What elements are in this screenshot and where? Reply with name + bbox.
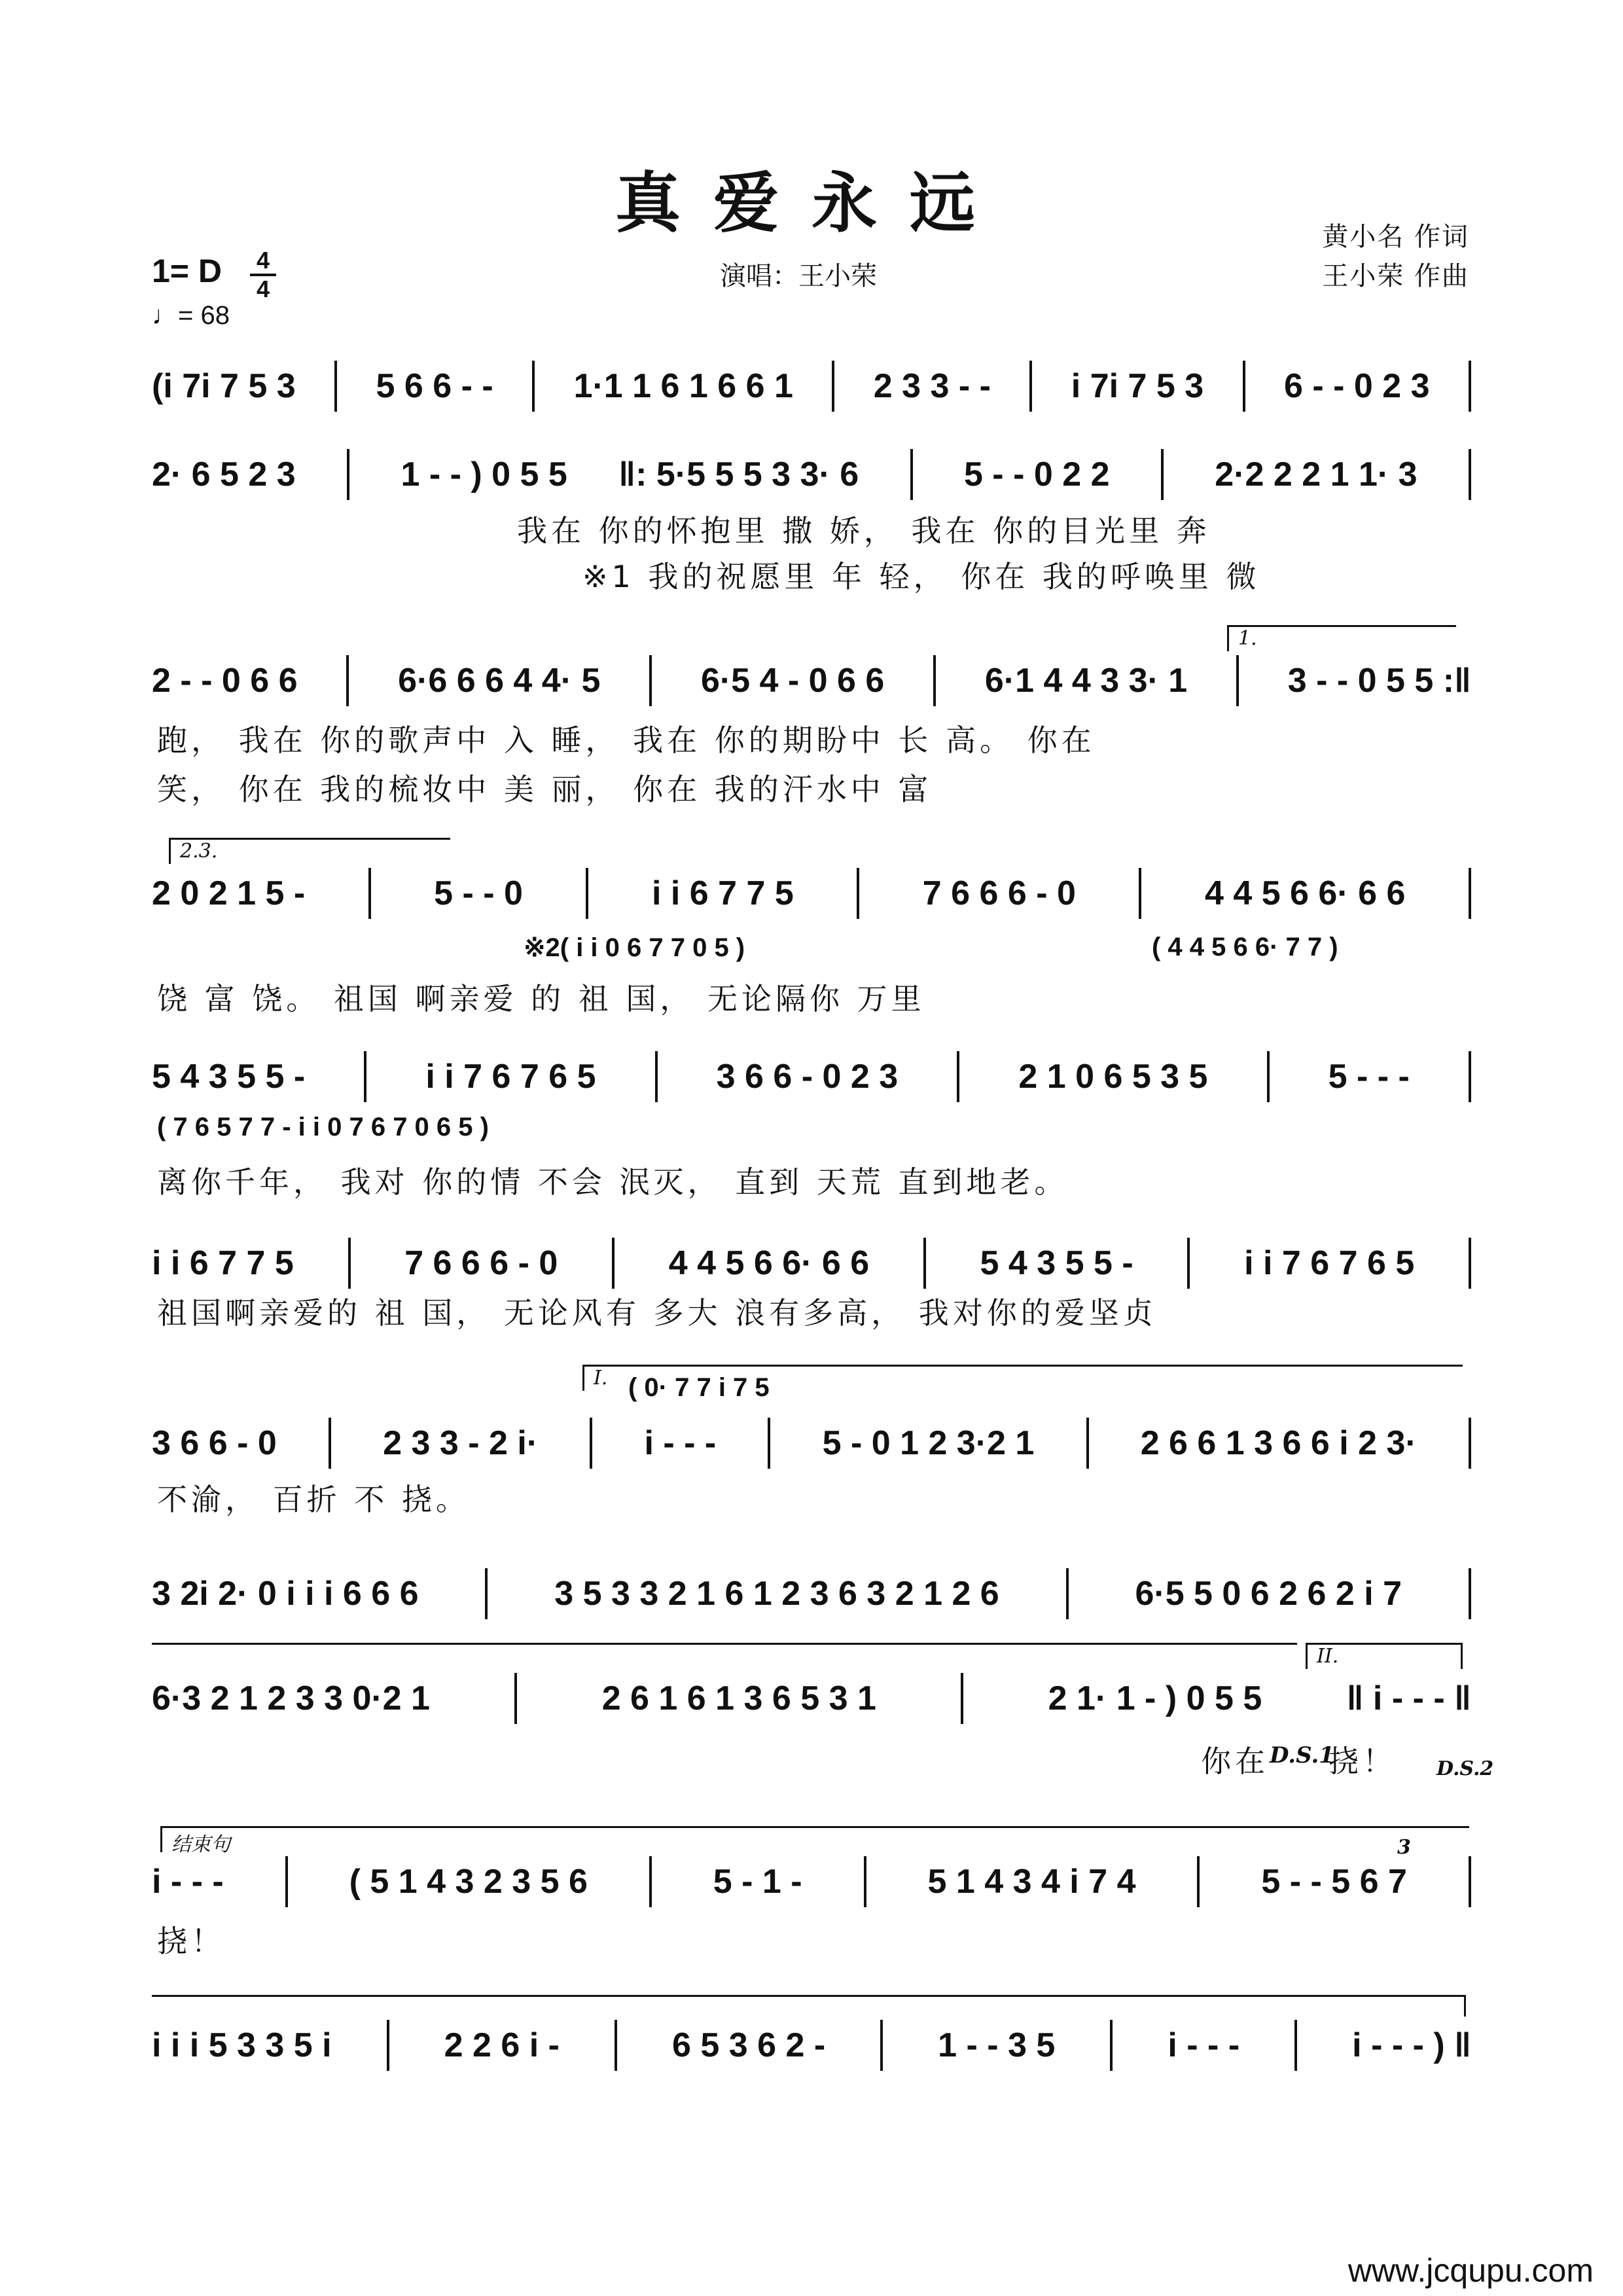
- volta-1: 1.: [1227, 625, 1456, 651]
- measure: 2 1· 1 - ) 0 5 5: [1048, 1679, 1262, 1717]
- measure: 5 - - 0 2 2: [963, 456, 1110, 493]
- notation-row-8: [152, 1571, 1471, 1617]
- measure: 1 - - ) 0 5 5: [401, 456, 567, 493]
- lyric-line-2b: ※1 我的祝愿里 年 轻， 你在 我的呼唤里 微: [582, 559, 1260, 594]
- lyric-line-9a: 你在: [1201, 1744, 1269, 1779]
- measure: 7 6 6 6 - 0: [922, 874, 1076, 912]
- measure: i - - -: [1168, 2026, 1240, 2064]
- lyric-line-10: 挠！: [157, 1924, 225, 1959]
- measure: 4 4 5 6 6· 6 6: [1204, 874, 1406, 912]
- measure: 1·1 1 6 1 6 6 1: [573, 367, 793, 405]
- measure: 5 4 3 5 5 -: [980, 1244, 1133, 1282]
- notation-row-9: [152, 1676, 1471, 1721]
- measure: i i i 5 3 3 5 i: [152, 2026, 332, 2064]
- measure: 2 6 1 6 1 3 6 5 3 1: [601, 1679, 876, 1717]
- lyric-line-9b: 挠！: [1329, 1744, 1397, 1779]
- measure: 6·3 2 1 2 3 3 0·2 1: [152, 1679, 430, 1717]
- volta-II: II.: [1306, 1643, 1463, 1669]
- site-watermark: www.jcqupu.com: [1347, 2252, 1594, 2289]
- measure: 6·5 5 0 6 2 6 2 i 7: [1135, 1575, 1402, 1613]
- key-signature: 1= D: [152, 253, 223, 289]
- notation-row-6: [152, 1240, 1471, 1286]
- notation-row-3: [152, 658, 1471, 704]
- measure: i - - -: [644, 1424, 717, 1462]
- measure: 5 - - 5 6 7: [1261, 1863, 1407, 1901]
- measure: 5 - - 0: [434, 874, 523, 912]
- volta-I: I.: [582, 1365, 1463, 1391]
- notation-row-10: [152, 1859, 1471, 1905]
- measure: i - - - ) ‖: [1352, 2026, 1471, 2064]
- lyric-line-3a: 跑， 我在 你的歌声中 入 睡， 我在 你的期盼中 长 高。 你在: [157, 723, 1096, 758]
- notation-row-7: [152, 1420, 1471, 1466]
- measure: 3 2i 2· 0 i i i 6 6 6: [152, 1575, 419, 1613]
- notation-row-1: [152, 363, 1471, 409]
- volta-2-3: 2.3.: [169, 838, 450, 864]
- notation-row-4: [152, 870, 1471, 916]
- measure: ‖ i - - - ‖: [1346, 1679, 1471, 1717]
- triplet-mark: 3: [1397, 1836, 1411, 1859]
- measure: i i 6 7 7 5: [651, 874, 794, 912]
- measure: 3 6 6 - 0: [152, 1424, 277, 1462]
- measure: i i 7 6 7 6 5: [425, 1058, 596, 1096]
- time-signature-top: 4: [256, 247, 270, 274]
- measure: 2 1 0 6 5 3 5: [1018, 1058, 1208, 1096]
- ending-bracket: 结束句: [160, 1826, 1469, 1852]
- lyric-line-7: 不渝， 百折 不 挠。: [157, 1482, 470, 1517]
- tempo-marking: ♩= 68: [152, 301, 230, 330]
- song-title: 真爱永远: [615, 164, 1008, 242]
- notation-row-2: [152, 452, 1471, 497]
- measure: 7 6 6 6 - 0: [404, 1244, 558, 1282]
- accompaniment-part: ( 0· 7 7 i 7 5: [628, 1373, 770, 1402]
- measure: 2 3 3 - -: [873, 367, 991, 405]
- measure: 5 - 1 -: [713, 1863, 802, 1901]
- singer-credit: 演唱：王小荣: [720, 261, 877, 291]
- measure: 3 5 3 3 2 1 6 1 2 3 6 3 2 1 2 6: [554, 1575, 999, 1613]
- measure: ‖: 5·5 5 5 3 3· 6: [618, 456, 859, 493]
- measure: i 7i 7 5 3: [1071, 367, 1204, 405]
- measure: 2· 6 5 2 3: [152, 456, 296, 493]
- measure: 5 6 6 - -: [376, 367, 493, 405]
- measure: 6·1 4 4 3 3· 1: [984, 662, 1188, 700]
- lyric-line-2a: 我在 你的怀抱里 撒 娇， 我在 你的目光里 奔: [517, 513, 1211, 548]
- lyricist-credit: 黄小名 作词: [1322, 222, 1469, 252]
- time-signature: [250, 249, 276, 301]
- measure: 2·2 2 2 1 1· 3: [1215, 456, 1418, 493]
- measure: 2 - - 0 6 6: [152, 662, 298, 700]
- measure: 2 6 6 1 3 6 6 i 2 3·: [1140, 1424, 1417, 1462]
- accompaniment-part: ※2( i i 0 6 7 7 0 5 ): [524, 933, 745, 962]
- continuation-line: [152, 1995, 1466, 2017]
- measure: 5 4 3 5 5 -: [152, 1058, 306, 1096]
- measure: 2 0 2 1 5 -: [152, 874, 306, 912]
- accompaniment-part: ( 4 4 5 6 6· 7 7 ): [1152, 933, 1338, 961]
- measure: 4 4 5 6 6· 6 6: [668, 1244, 870, 1282]
- measure: 6 5 3 6 2 -: [671, 2026, 826, 2064]
- measure: i i 7 6 7 6 5: [1244, 1244, 1415, 1282]
- time-signature-bottom: 4: [256, 276, 270, 302]
- lyric-line-5: 离你千年， 我对 你的情 不会 泯灭， 直到 天荒 直到地老。: [157, 1164, 1069, 1200]
- composer-credit: 王小荣 作曲: [1322, 261, 1469, 291]
- measure: 5 1 4 3 4 i 7 4: [927, 1863, 1136, 1901]
- measure: i - - -: [152, 1863, 224, 1901]
- measure: 3 - - 0 5 5 :‖: [1287, 662, 1471, 700]
- continuation-line: [152, 1643, 1297, 1645]
- lyric-line-3b: 笑， 你在 我的梳妆中 美 丽， 你在 我的汗水中 富: [157, 772, 933, 807]
- measure: 3 6 6 - 0 2 3: [716, 1058, 899, 1096]
- measure: 1 - - 3 5: [938, 2026, 1056, 2064]
- measure: (i 7i 7 5 3: [152, 367, 296, 405]
- lyric-line-4: 饶 富 饶。 祖国 啊亲爱 的 祖 国， 无论隔你 万里: [157, 981, 925, 1016]
- ds2-mark: D.S.2: [1436, 1757, 1494, 1780]
- measure: ( 5 1 4 3 2 3 5 6: [349, 1863, 588, 1901]
- measure: i i 6 7 7 5: [152, 1244, 294, 1282]
- lyric-line-6: 祖国啊亲爱的 祖 国， 无论风有 多大 浪有多高， 我对你的爱坚贞: [157, 1295, 1157, 1331]
- measure: 6·6 6 6 4 4· 5: [398, 662, 601, 700]
- measure: 6 - - 0 2 3: [1284, 367, 1430, 405]
- ds1-mark: D.S.1: [1270, 1742, 1334, 1768]
- measure: 2 3 3 - 2 i·: [383, 1424, 539, 1462]
- notation-row-11: [152, 2022, 1471, 2068]
- measure: 6·5 4 - 0 6 6: [700, 662, 885, 700]
- measure: 5 - 0 1 2 3·2 1: [822, 1424, 1035, 1462]
- measure: 2 2 6 i -: [444, 2026, 560, 2064]
- accompaniment-part: ( 7 6 5 7 7 - i i 0 7 6 7 0 6 5 ): [157, 1113, 489, 1141]
- measure: 5 - - -: [1328, 1058, 1410, 1096]
- notation-row-5: [152, 1054, 1471, 1100]
